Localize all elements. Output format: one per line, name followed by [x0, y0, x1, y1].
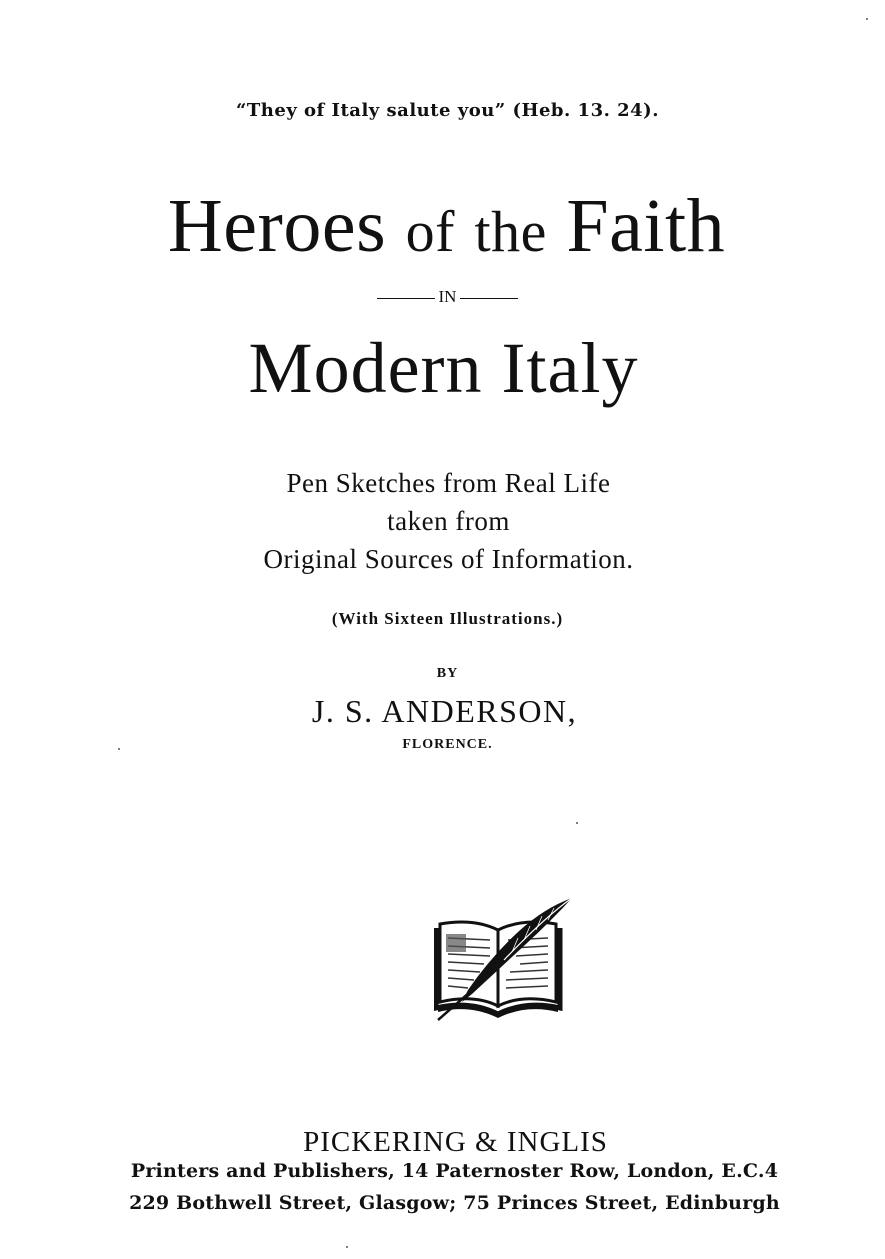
subtitle-line-2: taken from — [387, 506, 510, 536]
print-speck — [866, 18, 868, 20]
publisher-name: PICKERING & INGLIS — [303, 1126, 608, 1158]
epigraph: “They of Italy salute you” (Heb. 13. 24). — [236, 100, 659, 121]
print-speck — [346, 1246, 348, 1248]
by-label: BY — [436, 666, 459, 681]
publisher-address-line-2: 229 Bothwell Street, Glasgow; 75 Princes Street, Edinburgh — [129, 1192, 780, 1214]
title-word-heroes: Heroes — [167, 184, 387, 268]
print-speck — [118, 748, 120, 750]
connector-rule-left — [377, 298, 435, 299]
publisher-address-line-1: Printers and Publishers, 14 Paternoster Row, London, E.C.4 — [130, 1160, 779, 1182]
title-word-of: of — [405, 199, 455, 264]
author-place: FLORENCE. — [402, 737, 493, 752]
subtitle-line-1: Pen Sketches from Real Life — [286, 468, 611, 498]
print-speck — [576, 822, 578, 824]
title-word-faith: Faith — [566, 184, 726, 268]
book-and-quill-icon — [434, 894, 574, 1022]
subtitle-line-3: Original Sources of Information. — [263, 544, 634, 574]
main-title — [0, 184, 885, 268]
author-name: J. S. ANDERSON, — [311, 693, 578, 729]
connector-word: IN — [438, 287, 457, 306]
illustrations-note: (With Sixteen Illustrations.) — [331, 609, 564, 628]
secondary-title: Modern Italy — [248, 328, 639, 408]
connector-rule-right — [460, 298, 518, 299]
title-connector — [0, 288, 885, 305]
title-word-the: the — [474, 199, 547, 264]
